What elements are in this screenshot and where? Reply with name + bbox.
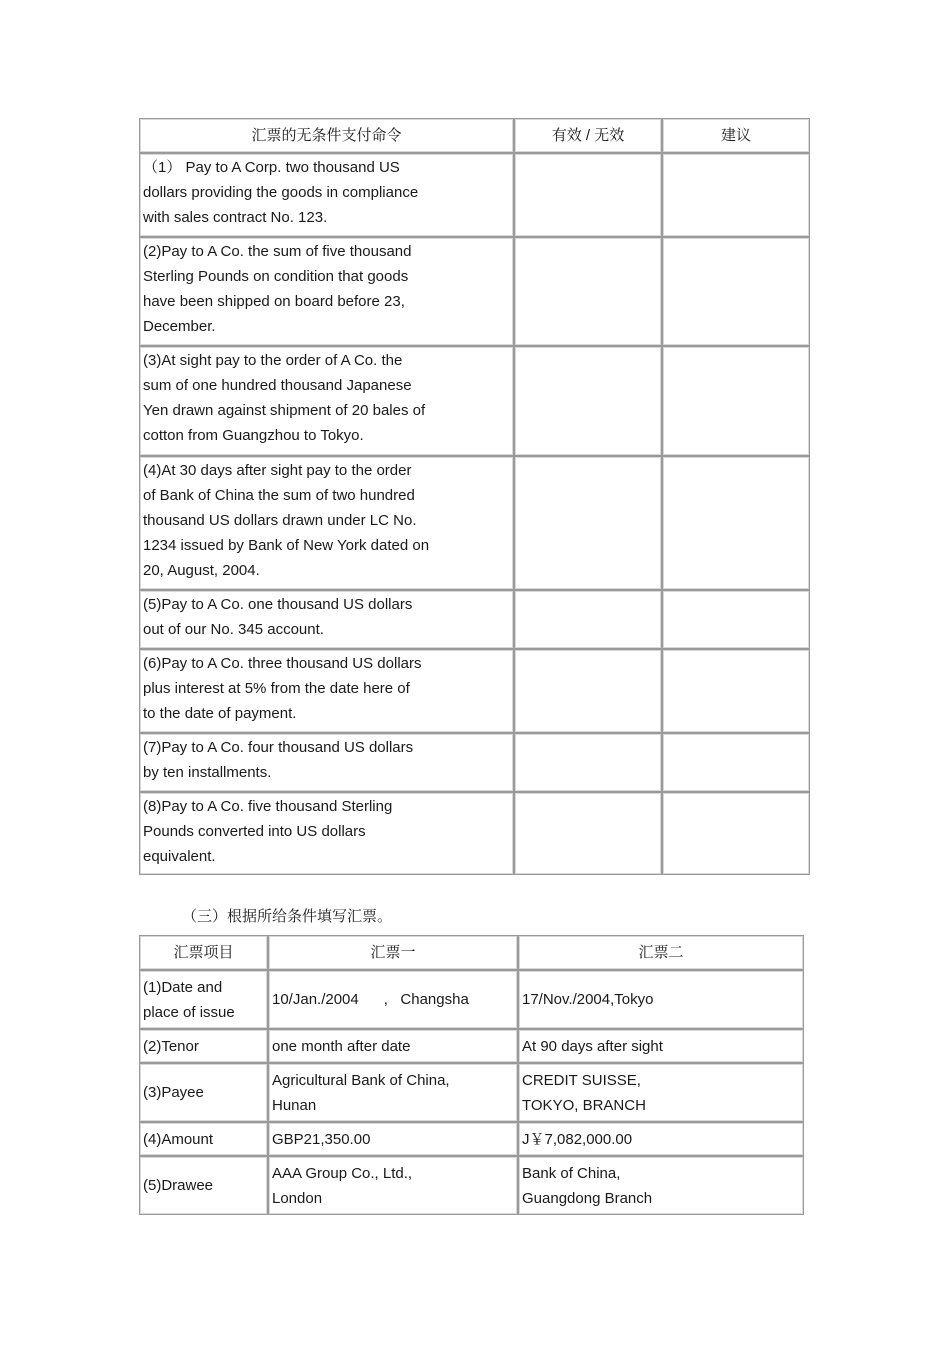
validity-cell[interactable] — [514, 590, 662, 649]
item-cell: (4)Amount — [139, 1122, 268, 1156]
order-line: Yen drawn against shipment of 20 bales of — [143, 402, 426, 419]
order-line: December. — [143, 318, 216, 335]
table-row — [139, 346, 810, 456]
order-line: with sales contract No. 123. — [143, 209, 328, 226]
order-line: sum of one hundred thousand Japanese — [143, 377, 412, 394]
order-cell — [139, 590, 514, 649]
table-row — [139, 649, 810, 733]
draft-two-cell[interactable]: 17/Nov./2004,Tokyo — [518, 970, 804, 1029]
item-cell: (1)Date and place of issue — [139, 970, 268, 1029]
header-order: 汇票的无条件支付命令 — [139, 118, 514, 153]
advice-cell[interactable] — [662, 346, 810, 456]
order-line: dollars providing the goods in compliance — [143, 184, 419, 201]
table-row — [139, 1156, 804, 1215]
order-line: （1） Pay to A Corp. two thousand US — [143, 159, 400, 176]
table-header-row — [139, 118, 810, 153]
order-line: (7)Pay to A Co. four thousand US dollars — [143, 739, 414, 756]
order-line: (3)At sight pay to the order of A Co. the — [143, 352, 403, 369]
draft-two-cell[interactable]: Bank of China, Guangdong Branch — [518, 1156, 804, 1215]
table-row — [139, 456, 810, 590]
validity-cell[interactable] — [514, 237, 662, 346]
header-advice: 建议 — [662, 118, 810, 153]
order-line: Sterling Pounds on condition that goods — [143, 268, 409, 285]
order-line: (6)Pay to A Co. three thousand US dollars — [143, 655, 422, 672]
draft-one-cell[interactable]: GBP21,350.00 — [268, 1122, 518, 1156]
draft-two-cell[interactable]: At 90 days after sight — [518, 1029, 804, 1063]
order-line: plus interest at 5% from the date here of — [143, 680, 410, 697]
order-line: equivalent. — [143, 848, 216, 865]
table-row — [139, 733, 810, 792]
table-row — [139, 1029, 804, 1063]
table-row — [139, 153, 810, 237]
item-cell: (5)Drawee — [139, 1156, 268, 1215]
table-row — [139, 1063, 804, 1122]
order-line: 1234 issued by Bank of New York dated on — [143, 537, 430, 554]
order-cell — [139, 346, 514, 456]
order-line: thousand US dollars drawn under LC No. — [143, 512, 417, 529]
order-line: (5)Pay to A Co. one thousand US dollars — [143, 596, 413, 613]
order-cell — [139, 733, 514, 792]
order-line: (8)Pay to A Co. five thousand Sterling — [143, 798, 393, 815]
advice-cell[interactable] — [662, 153, 810, 237]
unconditional-order-table — [139, 118, 810, 875]
order-line: have been shipped on board before 23, — [143, 293, 405, 310]
table-row — [139, 590, 810, 649]
validity-cell[interactable] — [514, 153, 662, 237]
table-header-row — [139, 935, 804, 970]
order-line: (4)At 30 days after sight pay to the order — [143, 462, 412, 479]
validity-cell[interactable] — [514, 733, 662, 792]
order-cell — [139, 792, 514, 875]
header-validity: 有效 / 无效 — [514, 118, 662, 153]
advice-cell[interactable] — [662, 237, 810, 346]
section-note: （三）根据所给条件填写汇票。 — [182, 908, 393, 925]
draft-one-cell[interactable]: Agricultural Bank of China, Hunan — [268, 1063, 518, 1122]
advice-cell[interactable] — [662, 590, 810, 649]
order-cell — [139, 237, 514, 346]
advice-cell[interactable] — [662, 733, 810, 792]
header-item: 汇票项目 — [139, 935, 268, 970]
advice-cell[interactable] — [662, 649, 810, 733]
validity-cell[interactable] — [514, 346, 662, 456]
table-row — [139, 1122, 804, 1156]
order-line: to the date of payment. — [143, 705, 297, 722]
order-line: cotton from Guangzhou to Tokyo. — [143, 427, 364, 444]
table-row — [139, 237, 810, 346]
validity-cell[interactable] — [514, 649, 662, 733]
order-line: Pounds converted into US dollars — [143, 823, 366, 840]
advice-cell[interactable] — [662, 792, 810, 875]
order-line: by ten installments. — [143, 764, 272, 781]
table-row — [139, 792, 810, 875]
draft-one-cell[interactable]: one month after date — [268, 1029, 518, 1063]
order-line: 20, August, 2004. — [143, 562, 260, 579]
validity-cell[interactable] — [514, 456, 662, 590]
order-cell — [139, 649, 514, 733]
order-cell — [139, 153, 514, 237]
order-line: out of our No. 345 account. — [143, 621, 324, 638]
order-line: of Bank of China the sum of two hundred — [143, 487, 415, 504]
draft-two-cell[interactable]: CREDIT SUISSE, TOKYO, BRANCH — [518, 1063, 804, 1122]
draft-one-cell[interactable]: AAA Group Co., Ltd., London — [268, 1156, 518, 1215]
validity-cell[interactable] — [514, 792, 662, 875]
advice-cell[interactable] — [662, 456, 810, 590]
header-draft-one: 汇票一 — [268, 935, 518, 970]
draft-filling-table — [139, 935, 804, 1215]
draft-two-cell[interactable]: J￥7,082,000.00 — [518, 1122, 804, 1156]
order-line: (2)Pay to A Co. the sum of five thousand — [143, 243, 412, 260]
order-cell — [139, 456, 514, 590]
item-cell: (2)Tenor — [139, 1029, 268, 1063]
draft-one-cell[interactable]: 10/Jan./2004 , Changsha — [268, 970, 518, 1029]
item-cell: (3)Payee — [139, 1063, 268, 1122]
header-draft-two: 汇票二 — [518, 935, 804, 970]
table-row — [139, 970, 804, 1029]
